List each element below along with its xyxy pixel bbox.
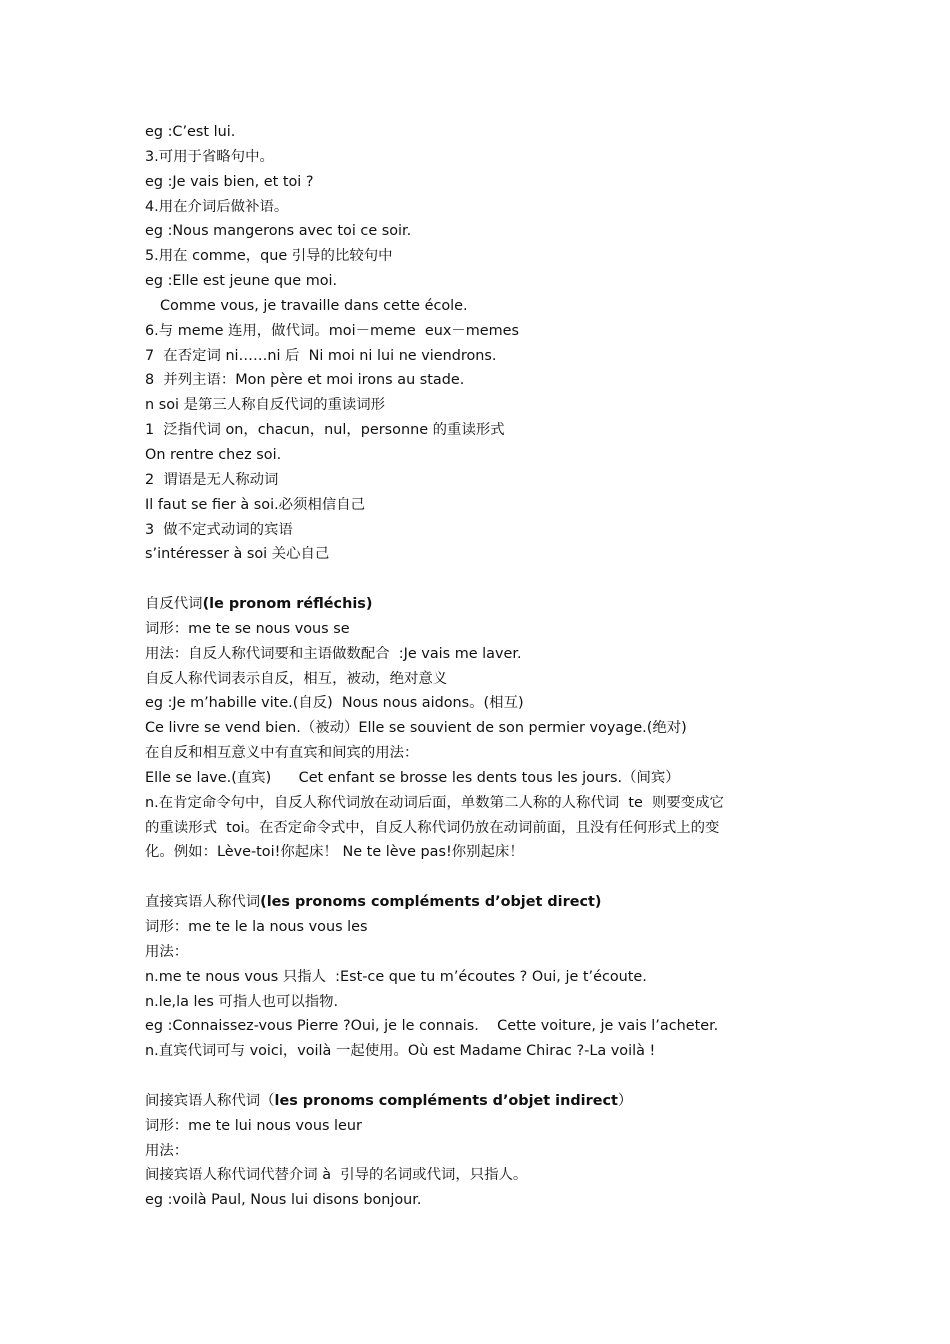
text-line: n.le,la les 可指人也可以指物.	[145, 993, 339, 1010]
text-line: 间接宾语人称代词代替介词 à 引导的名词或代词，只指人。	[145, 1167, 528, 1184]
section-reflexive-pronoun	[145, 592, 815, 865]
text-line: 8 并列主语：Mon père et moi irons au stade.	[145, 372, 465, 389]
section-direct-object-pronoun	[145, 890, 815, 1064]
paragraph-gap	[145, 865, 815, 890]
text-line: 自反人称代词表示自反，相互，被动，绝对意义	[145, 670, 448, 687]
section-heading	[145, 592, 815, 617]
text-line: 词形：me te le la nous vous les	[145, 919, 368, 935]
text-line: 用法：	[145, 1142, 189, 1159]
text-line: 6.与 meme 连用，做代词。moi－meme eux－memes	[145, 322, 519, 339]
section-heading	[145, 890, 815, 915]
heading-zh: 直接宾语人称代词	[145, 894, 261, 911]
text-line: 用法：自反人称代词要和主语做数配合 :Je vais me laver.	[145, 645, 522, 662]
heading-fr: (les pronoms compléments d’objet direct)	[260, 894, 602, 911]
text-line: n soi 是第三人称自反代词的重读词形	[145, 397, 386, 414]
text-line: 1 泛指代词 on，chacun，nul，personne 的重读形式	[145, 422, 505, 439]
text-line: 3.可用于省略句中。	[145, 148, 274, 165]
text-line: 7 在否定词 ni……ni 后 Ni moi ni lui ne viendrons.	[145, 347, 497, 364]
text-line: eg :Elle est jeune que moi.	[145, 273, 338, 290]
text-line: 化。例如：Lève-toi!你起床！ Ne te lève pas!你别起床！	[145, 844, 524, 861]
text-line: 词形：me te se nous vous se	[145, 620, 350, 637]
text-line: 3 做不定式动词的宾语	[145, 521, 293, 538]
text-line: Comme vous, je travaille dans cette école.	[160, 297, 468, 314]
text-line: 4.用在介词后做补语。	[145, 198, 289, 215]
text-line: eg :Je m’habille vite.(自反) Nous nous aidons。(相互)	[145, 695, 524, 712]
text-line: n.在肯定命令句中，自反人称代词放在动词后面，单数第二人称的人称代词 te 则要变成它	[145, 794, 724, 811]
text-line: 的重读形式 toi。在否定命令式中，自反人称代词仍放在动词前面，且没有任何形式上的变	[145, 819, 720, 836]
text-line: 2 谓语是无人称动词	[145, 471, 279, 488]
text-line: s’intéresser à soi 关心自己	[145, 546, 330, 563]
paragraph-gap	[145, 1064, 815, 1089]
text-line: eg :Je vais bien, et toi ?	[145, 173, 314, 190]
heading-zh: 间接宾语人称代词（	[145, 1092, 275, 1109]
text-line: Il faut se fier à soi.必须相信自己	[145, 496, 365, 513]
text-line: Ce livre se vend bien.（被动）Elle se souvient de son permier voyage.(绝对)	[145, 720, 687, 737]
heading-fr: (le pronom réfléchis)	[202, 596, 373, 613]
text-line: eg :voilà Paul, Nous lui disons bonjour.	[145, 1192, 422, 1209]
text-line: 用法：	[145, 943, 189, 960]
heading-fr: les pronoms compléments d’objet indirect	[274, 1092, 618, 1109]
heading-tail: ）	[617, 1092, 633, 1109]
text-line: Elle se lave.(直宾) Cet enfant se brosse les dents tous les jours.（间宾）	[145, 769, 680, 786]
text-line: n.me te nous vous 只指人 :Est-ce que tu m’écoutes ? Oui, je t’écoute.	[145, 968, 647, 985]
text-line: eg :C’est lui.	[145, 124, 236, 140]
text-line: 词形：me te lui nous vous leur	[145, 1117, 362, 1134]
intro-block	[145, 120, 815, 567]
paragraph-gap	[145, 567, 815, 592]
document-page	[145, 120, 815, 1213]
section-indirect-object-pronoun	[145, 1089, 815, 1213]
text-line: eg :Connaissez-vous Pierre ?Oui, je le connais. Cette voiture, je vais l’acheter.	[145, 1018, 719, 1035]
section-heading	[145, 1089, 815, 1114]
text-line: On rentre chez soi.	[145, 446, 282, 463]
text-line: eg :Nous mangerons avec toi ce soir.	[145, 223, 412, 240]
text-line: 5.用在 comme，que 引导的比较句中	[145, 248, 393, 265]
text-line: n.直宾代词可与 voici，voilà 一起使用。Où est Madame Chirac ?-La voilà !	[145, 1043, 656, 1060]
text-line: 在自反和相互意义中有直宾和间宾的用法：	[145, 745, 419, 762]
heading-zh: 自反代词	[145, 596, 203, 613]
